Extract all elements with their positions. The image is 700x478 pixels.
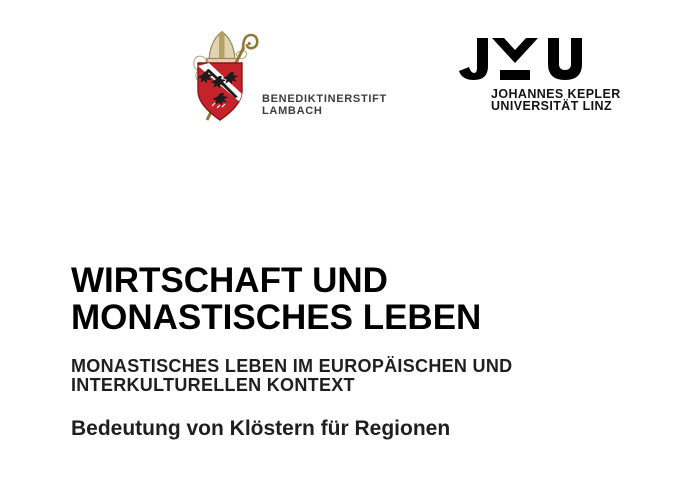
lambach-crest-icon [192,29,260,123]
title-line2: MONASTISCHES LEBEN [71,298,482,337]
page-tagline: Bedeutung von Klöstern für Regionen [71,417,451,440]
mitre-icon [207,32,237,64]
jku-logo-icon [458,38,582,80]
jku-label-line2: UNIVERSITÄT LINZ [491,98,612,113]
lambach-wordmark [262,93,387,117]
shield-icon [198,63,243,120]
jku-label-line1: JOHANNES KEPLER [491,87,621,101]
subtitle-line1: MONASTISCHES LEBEN IM EUROPÄISCHEN UND [71,356,513,376]
lambach-label-line2: LAMBACH [262,105,323,117]
jku-wordmark [491,89,621,112]
lambach-label-line1: BENEDIKTINERSTIFT [262,93,387,105]
subtitle-line2: INTERKULTURELLEN KONTEXT [71,374,355,395]
title-line1: WIRTSCHAFT UND [71,261,388,300]
page-title [71,262,481,336]
page-subtitle [71,357,512,394]
